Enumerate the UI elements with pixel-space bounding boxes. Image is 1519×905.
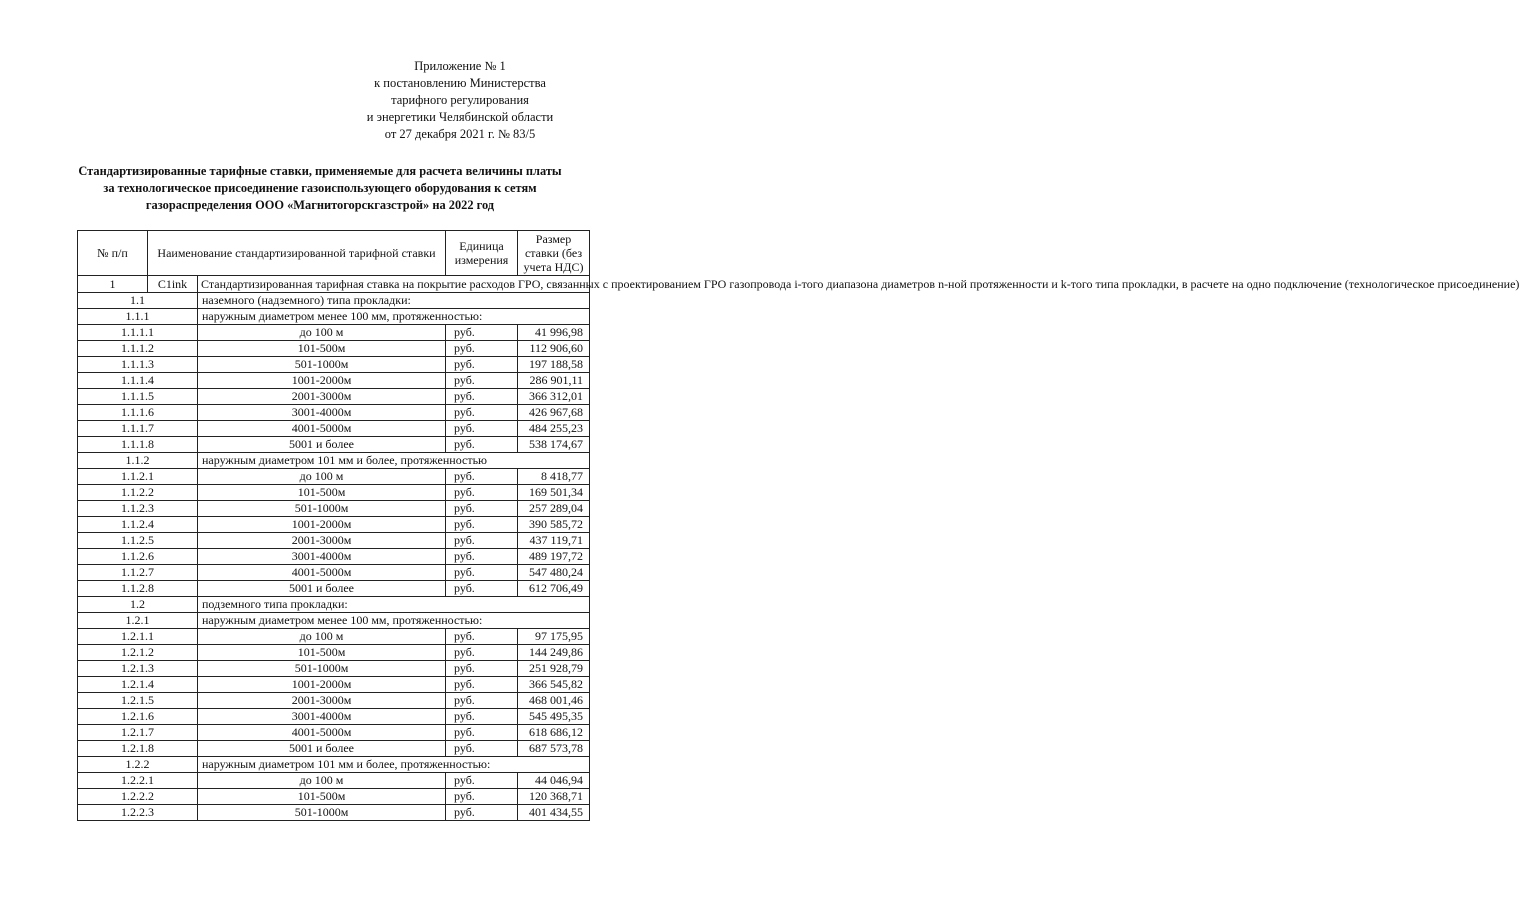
row-price: 112 906,60 [518,341,590,357]
table-header-row [78,231,590,276]
row-unit: руб. [446,373,518,389]
row-length-range: 1001-2000м [198,517,446,533]
table-row [78,325,590,341]
row-price: 144 249,86 [518,645,590,661]
row-unit: руб. [446,773,518,789]
row-length-range: 501-1000м [198,357,446,373]
table-row [78,741,590,757]
row-price: 197 188,58 [518,357,590,373]
row-num: 1.1.1.4 [78,373,198,389]
row-price: 545 495,35 [518,709,590,725]
row-length-range: 501-1000м [198,805,446,821]
row-length-range: 2001-3000м [198,389,446,405]
table-row [78,501,590,517]
row-num: 1.1.1.5 [78,389,198,405]
row-length-range: 101-500м [198,341,446,357]
row-num: 1.1.2.1 [78,469,198,485]
header-rate: Размер ставки (без учета НДС) [518,231,590,276]
row-price: 612 706,49 [518,581,590,597]
row-num: 1.1.1.1 [78,325,198,341]
row-price: 44 046,94 [518,773,590,789]
row-num: 1.2.2.2 [78,789,198,805]
section-num: 1.2.1 [78,613,198,629]
table-row [78,549,590,565]
row-length-range: 3001-4000м [198,405,446,421]
row-unit: руб. [446,693,518,709]
table-row [78,709,590,725]
row-unit: руб. [446,341,518,357]
table-row [78,565,590,581]
row-length-range: 3001-4000м [198,549,446,565]
row-length-range: 5001 и более [198,581,446,597]
row-length-range: 2001-3000м [198,533,446,549]
header-num: № п/п [78,231,148,276]
row-num: 1.1.1.8 [78,437,198,453]
appendix-line: от 27 декабря 2021 г. № 83/5 [384,127,536,141]
row-num: 1.2.2.3 [78,805,198,821]
row-num: 1.2.1.5 [78,693,198,709]
row-unit: руб. [446,533,518,549]
table-row [78,389,590,405]
table-row [78,581,590,597]
row-length-range: 5001 и более [198,741,446,757]
appendix-line: Приложение № 1 [414,59,506,73]
row-price: 366 312,01 [518,389,590,405]
document-title [60,163,580,214]
row-length-range: до 100 м [198,469,446,485]
table-row [78,789,590,805]
row-price: 468 001,46 [518,693,590,709]
table-section-row [78,293,590,309]
table-section-row [78,309,590,325]
row-unit: руб. [446,485,518,501]
row-unit: руб. [446,421,518,437]
row-num: 1.2.1.2 [78,645,198,661]
row-price: 390 585,72 [518,517,590,533]
row-price: 366 545,82 [518,677,590,693]
row-price: 169 501,34 [518,485,590,501]
row-price: 8 418,77 [518,469,590,485]
row-num: 1.1.2.7 [78,565,198,581]
table-row [78,533,590,549]
row-unit: руб. [446,677,518,693]
row-unit: руб. [446,741,518,757]
section-title: наружным диаметром менее 100 мм, протяженностью: [198,309,590,325]
section-title: подземного типа прокладки: [198,597,590,613]
title-line: за технологическое присоединение газоиспользующего оборудования к сетям [103,181,537,195]
row-length-range: 2001-3000м [198,693,446,709]
row-price: 257 289,04 [518,501,590,517]
row-unit: руб. [446,725,518,741]
appendix-line: тарифного регулирования [391,93,529,107]
section-title: наружным диаметром менее 100 мм, протяженностью: [198,613,590,629]
row-length-range: до 100 м [198,325,446,341]
tariff-table [77,230,1519,821]
row-price: 618 686,12 [518,725,590,741]
row-price: 489 197,72 [518,549,590,565]
row-length-range: 4001-5000м [198,725,446,741]
row-unit: руб. [446,517,518,533]
section-num: 1.2 [78,597,198,613]
row-length-range: до 100 м [198,773,446,789]
row-length-range: 501-1000м [198,661,446,677]
row-price: 401 434,55 [518,805,590,821]
row-length-range: 4001-5000м [198,421,446,437]
section-num: 1.2.2 [78,757,198,773]
header-unit: Единица измерения [446,231,518,276]
row-price: 120 368,71 [518,789,590,805]
section-num: 1.1.2 [78,453,198,469]
table-row-1 [78,276,590,293]
table-row [78,805,590,821]
row-num: 1.1.2.2 [78,485,198,501]
table-row [78,469,590,485]
row-num: 1.2.2.1 [78,773,198,789]
row-length-range: 1001-2000м [198,373,446,389]
row-unit: руб. [446,661,518,677]
row-unit: руб. [446,389,518,405]
row-length-range: 101-500м [198,485,446,501]
row-code: C1ink [148,276,198,293]
header-name: Наименование стандартизированной тарифной ставки [148,231,446,276]
row-unit: руб. [446,789,518,805]
row-price: 97 175,95 [518,629,590,645]
row-unit: руб. [446,805,518,821]
appendix-line: и энергетики Челябинской области [366,110,554,124]
row-unit: руб. [446,501,518,517]
row-num: 1.2.1.8 [78,741,198,757]
row-num: 1.1.2.3 [78,501,198,517]
section-title: наружным диаметром 101 мм и более, протяженностью [198,453,590,469]
table-row [78,661,590,677]
table-section-row [78,453,590,469]
row-price: 547 480,24 [518,565,590,581]
row-description: Стандартизированная тарифная ставка на покрытие расходов ГРО, связанных с проектированием ГРО газопровода i-того диапазона диаметров n-ной протяженности и k-того типа прокладки, в расчете на одно подключение (технологическое присоединение) [198,276,590,293]
row-num: 1.1.2.5 [78,533,198,549]
table-row [78,357,590,373]
row-unit: руб. [446,549,518,565]
row-num: 1.2.1.3 [78,661,198,677]
row-unit: руб. [446,645,518,661]
row-num: 1.2.1.6 [78,709,198,725]
row-num: 1.1.1.6 [78,405,198,421]
table-section-row [78,597,590,613]
table-section-row [78,757,590,773]
row-price: 41 996,98 [518,325,590,341]
section-title: наружным диаметром 101 мм и более, протяженностью: [198,757,590,773]
appendix-header [340,58,580,143]
title-line: газораспределения ООО «Магнитогорскгазстрой» на 2022 год [145,198,495,212]
row-price: 437 119,71 [518,533,590,549]
row-num: 1.1.1.7 [78,421,198,437]
row-num: 1.1.1.2 [78,341,198,357]
row-price: 687 573,78 [518,741,590,757]
table-row [78,405,590,421]
row-unit: руб. [446,357,518,373]
row-price: 286 901,11 [518,373,590,389]
row-unit: руб. [446,629,518,645]
row-unit: руб. [446,405,518,421]
row-unit: руб. [446,469,518,485]
row-num: 1.1.1.3 [78,357,198,373]
row-num: 1 [78,276,148,293]
table-row [78,645,590,661]
row-unit: руб. [446,437,518,453]
row-num: 1.2.1.7 [78,725,198,741]
row-length-range: 4001-5000м [198,565,446,581]
row-length-range: 501-1000м [198,501,446,517]
table-row [78,693,590,709]
row-length-range: 1001-2000м [198,677,446,693]
row-unit: руб. [446,581,518,597]
table-row [78,373,590,389]
table-row [78,421,590,437]
row-num: 1.2.1.1 [78,629,198,645]
section-title: наземного (надземного) типа прокладки: [198,293,590,309]
row-length-range: до 100 м [198,629,446,645]
title-line: Стандартизированные тарифные ставки, применяемые для расчета величины платы [78,164,562,178]
table-row [78,437,590,453]
appendix-line: к постановлению Министерства [374,76,546,90]
row-price: 251 928,79 [518,661,590,677]
row-price: 426 967,68 [518,405,590,421]
table-row [78,677,590,693]
row-unit: руб. [446,709,518,725]
table-row [78,773,590,789]
row-length-range: 101-500м [198,645,446,661]
row-unit: руб. [446,325,518,341]
table-row [78,485,590,501]
row-length-range: 3001-4000м [198,709,446,725]
section-num: 1.1 [78,293,198,309]
row-num: 1.1.2.8 [78,581,198,597]
table-row [78,341,590,357]
table-section-row [78,613,590,629]
row-price: 538 174,67 [518,437,590,453]
row-price: 484 255,23 [518,421,590,437]
row-length-range: 5001 и более [198,437,446,453]
row-unit: руб. [446,565,518,581]
section-num: 1.1.1 [78,309,198,325]
row-num: 1.2.1.4 [78,677,198,693]
table-row [78,629,590,645]
row-num: 1.1.2.4 [78,517,198,533]
row-num: 1.1.2.6 [78,549,198,565]
row-length-range: 101-500м [198,789,446,805]
table-row [78,725,590,741]
table-row [78,517,590,533]
